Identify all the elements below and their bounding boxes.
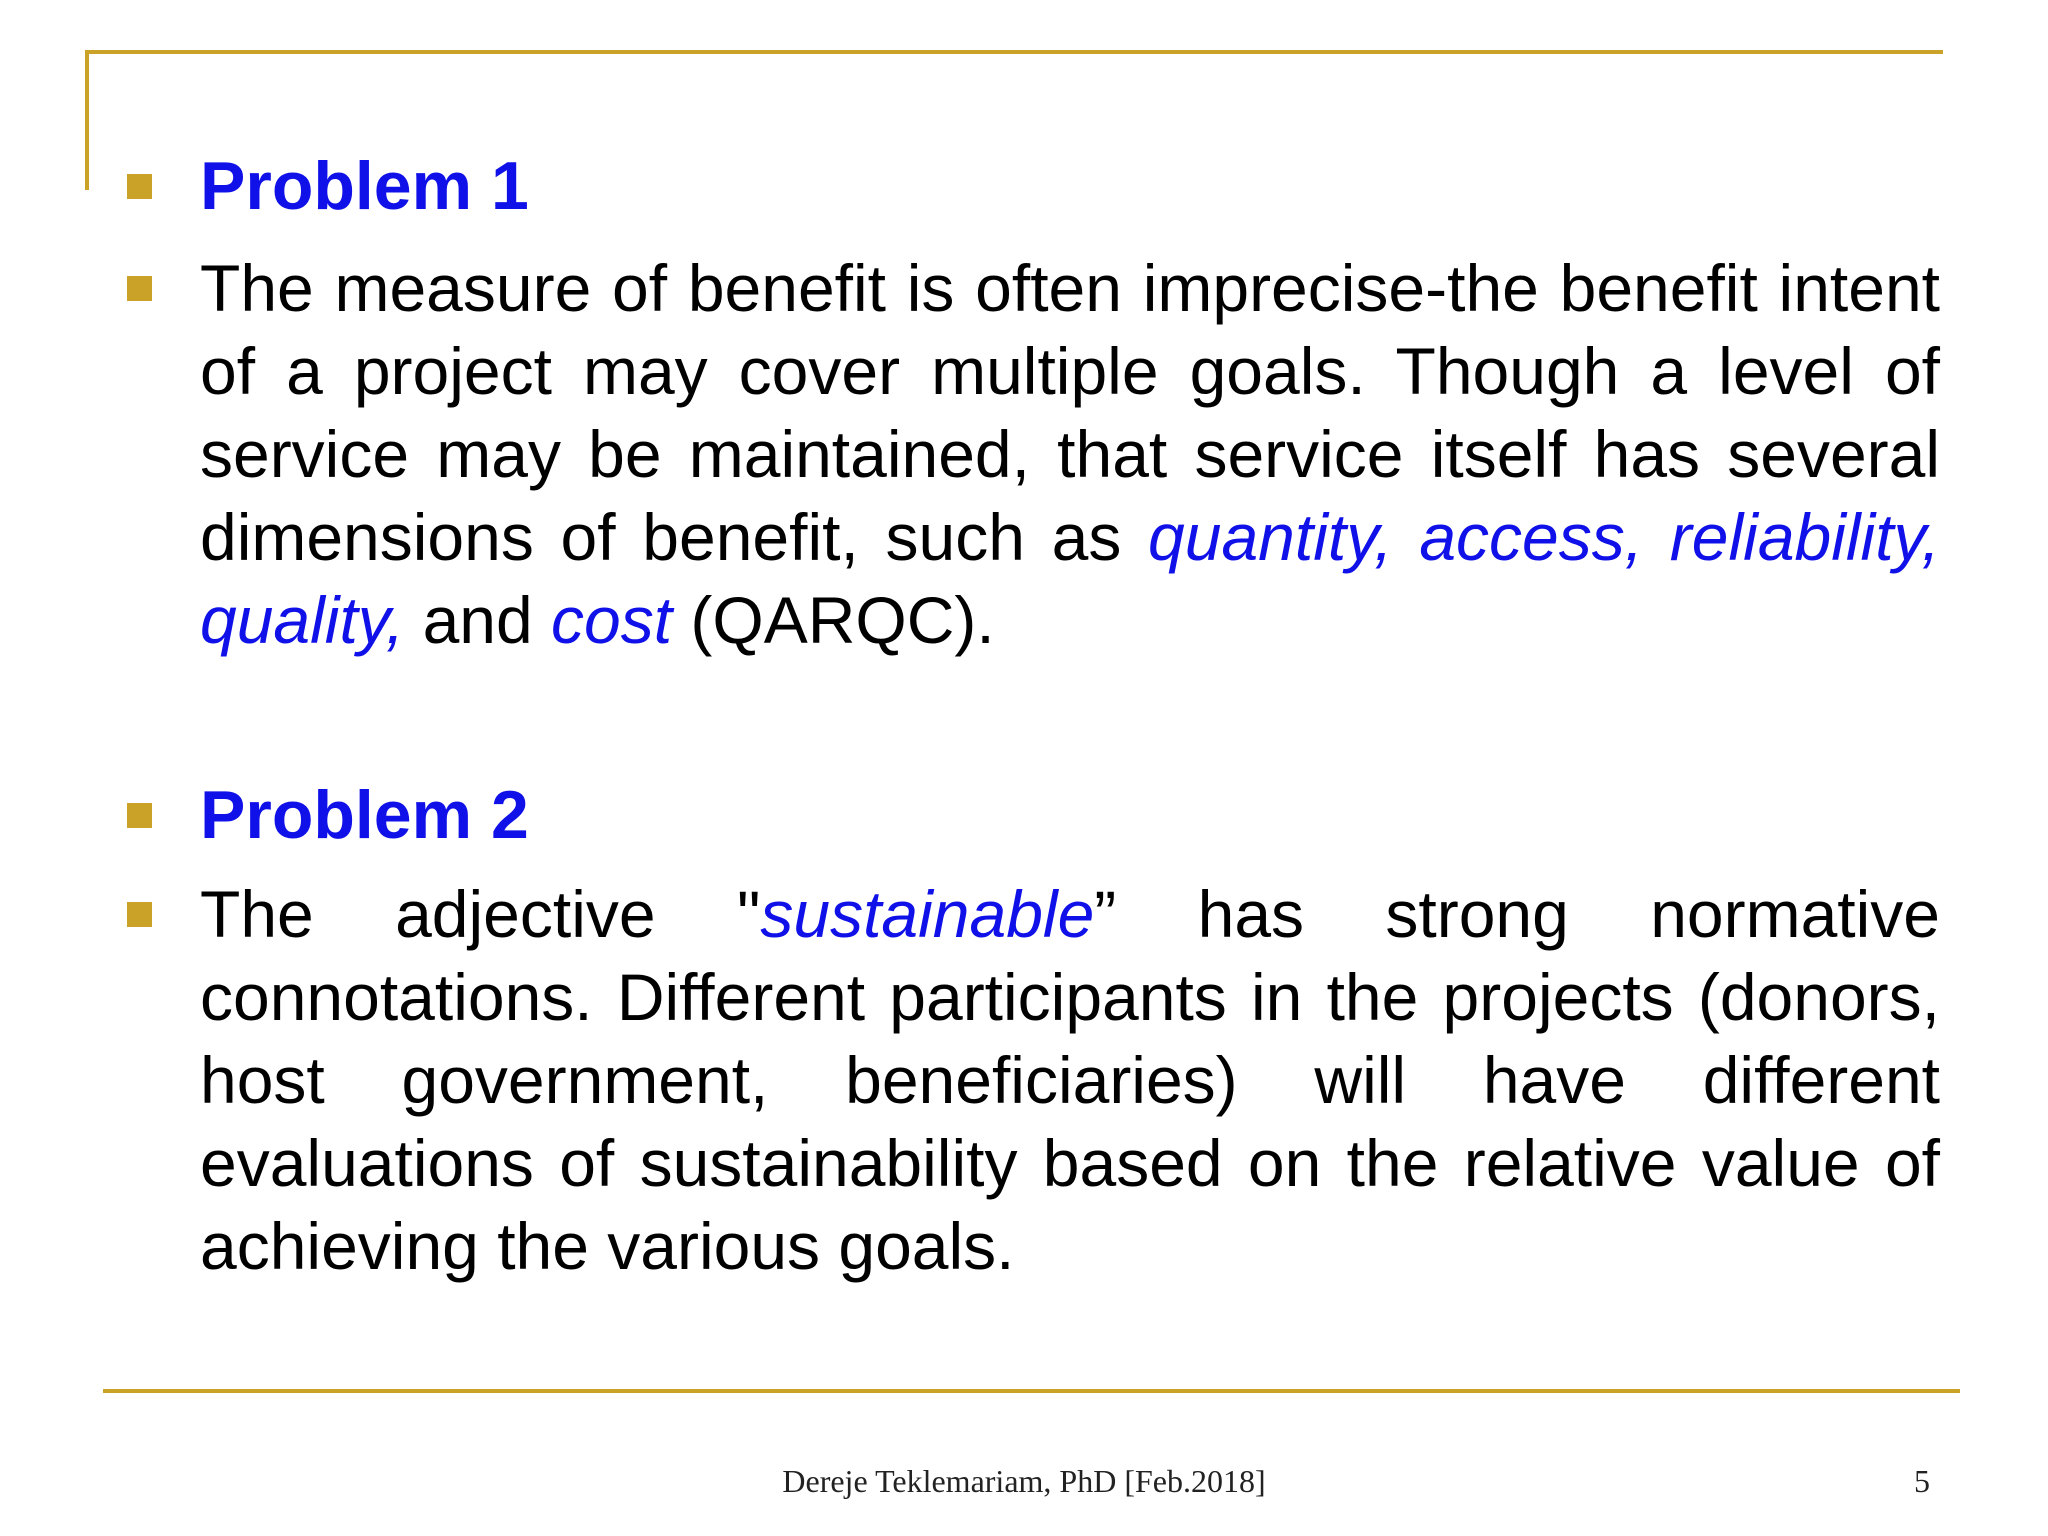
problem1-text: The measure of benefit is often imprecise-the benefit intent of a project may cover multiple goals. Though a level of service may be maintained, that service itself has several dimensions of benefit, such as <box>200 251 1940 574</box>
problem1-heading <box>200 146 1940 226</box>
square-bullet-icon <box>127 803 152 828</box>
problem2-paragraph <box>200 873 1940 1288</box>
problem2-sustainable: sustainable <box>760 877 1095 951</box>
square-bullet-icon <box>127 174 152 199</box>
problem1-dimensions: quantity, access, reliability, quality, <box>200 500 1940 657</box>
problem1-and: and <box>404 583 552 657</box>
problem2-text-rest: ” has strong normative connotations. Different participants in the projects (donors, host government, beneficiaries) will have different evaluations of sustainability based on the relative value of achieving the various goals. <box>200 877 1940 1283</box>
problem1-paragraph <box>200 247 1940 662</box>
problem2-heading-text: Problem 2 <box>200 777 529 853</box>
problem1-cost: cost <box>551 583 673 657</box>
footer-author: Dereje Teklemariam, PhD [Feb.2018] <box>782 1463 1266 1499</box>
square-bullet-icon <box>127 276 152 301</box>
page-number: 5 <box>1914 1463 1930 1499</box>
problem2-heading <box>200 775 1940 855</box>
problem2-text-intro: The adjective " <box>200 877 761 951</box>
square-bullet-icon <box>127 902 152 927</box>
problem1-acronym: (QARQC). <box>672 583 995 657</box>
footer-rule <box>103 1389 1960 1393</box>
problem1-heading-text: Problem 1 <box>200 148 529 224</box>
